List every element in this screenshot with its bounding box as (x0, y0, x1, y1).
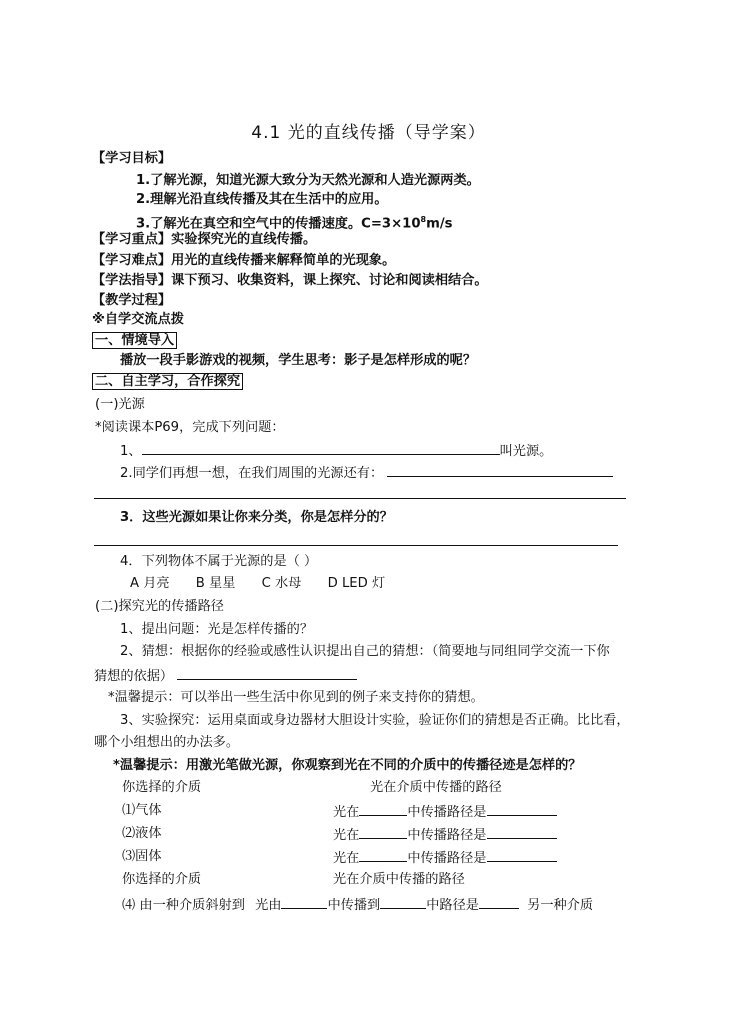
options (130, 575, 385, 593)
answer-blank[interactable] (359, 825, 407, 839)
answer-blank[interactable] (359, 848, 407, 862)
tip-2: *温馨提示：用激光笔做光源，你观察到光在不同的介质中的传播径迹是怎样的？ (113, 758, 582, 773)
part2-q2-line1: 2、猜想：根据你的经验或感性认识提出自己的猜想：（简要地与同组同学交流一下你 (120, 644, 610, 659)
part2-heading: (二)探究光的传播路径 (95, 599, 224, 614)
medium-gas: ⑴气体 (122, 803, 162, 818)
process-heading: 【教学过程】 (92, 293, 172, 308)
row-4: ⑷ 由一种介质斜射到 光由 中传播到 中路径是 另一种介质 (122, 895, 593, 915)
medium-solid: ⑶固体 (122, 849, 162, 864)
question-3: 3．这些光源如果让你来分类，你是怎样分的？ (120, 510, 393, 525)
difficulty: 【学习难点】用光的直线传播来解释简单的光现象。 (92, 253, 396, 268)
col1-header-2: 你选择的介质 (122, 872, 202, 887)
objective-1: 1.了解光源，知道光源大致分为天然光源和人造光源两类。 (136, 173, 480, 188)
part2-q2-line2: 猜想的依据） (94, 666, 357, 686)
objectives-heading: 【学习目标】 (92, 151, 172, 166)
option-a[interactable]: A 月亮 (130, 576, 170, 591)
answer-blank[interactable] (479, 895, 519, 909)
self-study-heading: ※自学交流点拨 (92, 312, 184, 327)
path-liquid: 光在 中传播路径是 (333, 825, 557, 845)
part2-q1: 1、提出问题：光是怎样传播的？ (120, 622, 314, 637)
option-d[interactable]: D LED 灯 (327, 576, 386, 591)
answer-blank[interactable] (359, 802, 407, 816)
answer-blank[interactable] (142, 441, 500, 455)
answer-line[interactable] (94, 545, 618, 546)
option-b[interactable]: B 星星 (195, 576, 236, 591)
answer-blank[interactable] (487, 825, 557, 839)
answer-blank[interactable] (487, 802, 557, 816)
part2-q3-line2: 哪个小组想出的办法多。 (94, 735, 240, 750)
medium-liquid: ⑵液体 (122, 826, 162, 841)
option-c[interactable]: C 水母 (261, 576, 302, 591)
tip-1: *温馨提示：可以举出一些生活中你见到的例子来支持你的猜想。 (108, 690, 484, 705)
answer-blank[interactable] (487, 848, 557, 862)
key-point: 【学习重点】实验探究光的直线传播。 (92, 232, 317, 247)
answer-blank[interactable] (281, 895, 327, 909)
page-title: 4.1 光的直线传播（导学案） (251, 123, 486, 143)
part1-heading: (一)光源 (95, 397, 145, 412)
question-1: 1、 叫光源。 (120, 441, 552, 461)
section2-heading: 二、自主学习，合作探究 (92, 373, 243, 391)
objective-2: 2.理解光沿直线传播及其在生活中的应用。 (136, 192, 388, 207)
path-gas: 光在 中传播路径是 (333, 802, 557, 822)
objective-3: 3.了解光在真空和空气中的传播速度。$C=3\times 10^8m/s$ (136, 215, 453, 232)
col2-header: 光在介质中传播的路径 (370, 780, 502, 795)
col2-header-2: 光在介质中传播的路径 (333, 872, 465, 887)
question-4: 4．下列物体不属于光源的是（ ） (120, 554, 318, 569)
section1-heading: 一、情境导入 (92, 332, 177, 350)
col1-header: 你选择的介质 (122, 780, 202, 795)
part2-q3-line1: 3、实验探究：运用桌面或身边器材大胆设计实验，验证你们的猜想是否正确。比比看， (120, 713, 630, 728)
method: 【学法指导】课下预习、收集资料，课上探究、讨论和阅读相结合。 (92, 273, 488, 288)
path-solid: 光在 中传播路径是 (333, 848, 557, 868)
part1-read: *阅读课本P69，完成下列问题： (95, 420, 285, 435)
section1-text: 播放一段手影游戏的视频，学生思考：影子是怎样形成的呢？ (120, 353, 477, 368)
question-2: 2.同学们再想一想，在我们周围的光源还有： (120, 463, 613, 483)
answer-blank[interactable] (177, 666, 357, 680)
answer-line[interactable] (94, 498, 626, 499)
answer-blank[interactable] (380, 895, 426, 909)
answer-blank[interactable] (387, 463, 613, 477)
exponent: 8 (420, 215, 427, 224)
